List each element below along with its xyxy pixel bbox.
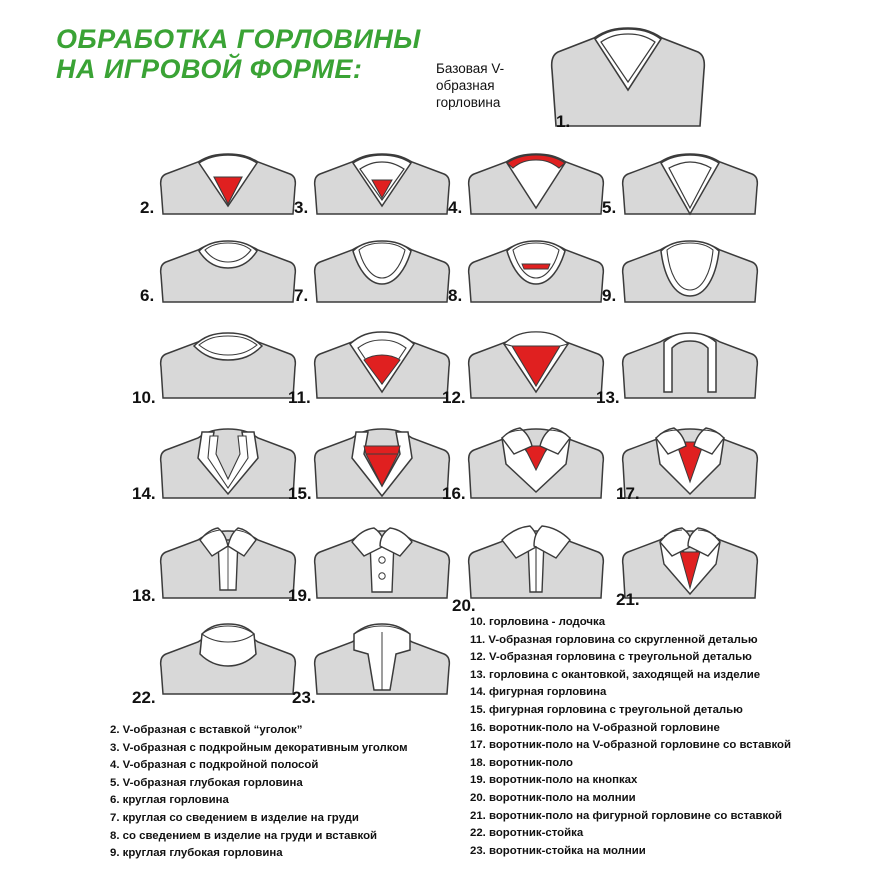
legend-left xyxy=(110,722,470,863)
figure-number-2: 2. xyxy=(140,198,155,217)
figure-number-10: 10. xyxy=(132,388,156,407)
figure-number-22: 22. xyxy=(132,688,156,707)
legend-item-23: 23. воротник-стойка на молнии xyxy=(470,844,646,857)
page-title-line1: ОБРАБОТКА ГОРЛОВИНЫ xyxy=(56,24,421,54)
figure-3 xyxy=(312,150,452,218)
page-title-line2: НА ИГРОВОЙ ФОРМЕ: xyxy=(56,54,363,84)
figure-number-13: 13. xyxy=(596,388,620,407)
legend-item-22: 22. воротник-стойка xyxy=(470,827,584,840)
figure-14 xyxy=(158,424,298,502)
figure-12 xyxy=(466,330,606,402)
figure-number-5: 5. xyxy=(602,198,617,217)
legend-item-15: 15. фигурная горловина с треугольной деталью xyxy=(470,703,743,716)
legend-item-10: 10. горловина - лодочка xyxy=(470,616,606,628)
figure-22 xyxy=(158,620,298,698)
figure-number-11: 11. xyxy=(288,388,311,407)
figure-number-12: 12. xyxy=(442,388,466,407)
figure-13 xyxy=(620,330,760,402)
figure-18 xyxy=(158,524,298,602)
legend-item-20: 20. воротник-поло на молнии xyxy=(470,791,636,804)
figure-11 xyxy=(312,330,452,402)
base-neckline-label: Базовая V-образная горловина xyxy=(436,61,505,110)
figure-19 xyxy=(312,524,452,602)
figure-number-16: 16. xyxy=(442,484,466,503)
figure-16 xyxy=(466,424,606,502)
figure-20 xyxy=(466,524,606,602)
legend-item-6: 6. круглая горловина xyxy=(110,794,229,807)
figure-17 xyxy=(620,424,760,502)
figure-number-1: 1. xyxy=(556,112,571,131)
figure-number-23: 23. xyxy=(292,688,316,707)
legend-right xyxy=(470,614,870,860)
legend-item-21: 21. воротник-поло на фигурной горловине со вставкой xyxy=(470,809,782,822)
figure-number-8: 8. xyxy=(448,286,463,305)
legend-item-14: 14. фигурная горловина xyxy=(470,686,607,699)
legend-item-9: 9. круглая глубокая горловина xyxy=(110,847,283,860)
legend-item-2: 2. V-образная с вставкой “уголок” xyxy=(110,724,303,736)
legend-item-3: 3. V-образная с подкройным декоративным уголком xyxy=(110,741,408,754)
legend-item-5: 5. V-образная глубокая горловина xyxy=(110,776,303,789)
figure-number-6: 6. xyxy=(140,286,155,305)
figure-21 xyxy=(620,524,760,602)
figure-number-7: 7. xyxy=(294,286,309,305)
figure-8 xyxy=(466,238,606,306)
figure-23 xyxy=(312,620,452,698)
figure-6 xyxy=(158,238,298,306)
legend-item-18: 18. воротник-поло xyxy=(470,756,573,769)
legend-item-8: 8. со сведением в изделие на груди и вставкой xyxy=(110,829,378,842)
figure-10 xyxy=(158,330,298,402)
figure-number-3: 3. xyxy=(294,198,309,217)
legend-item-4: 4. V-образная с подкройной полосой xyxy=(110,759,319,772)
figure-number-4: 4. xyxy=(448,198,463,217)
legend-item-11: 11. V-образная горловина со скругленной деталью xyxy=(470,633,758,646)
legend-item-17: 17. воротник-поло на V-образной горловине со вставкой xyxy=(470,739,791,752)
figure-4 xyxy=(466,150,606,218)
figure-15 xyxy=(312,424,452,502)
page-title xyxy=(56,24,456,84)
figure-1 xyxy=(548,22,708,132)
figure-number-21: 21. xyxy=(616,590,640,609)
figure-number-14: 14. xyxy=(132,484,156,503)
figure-9 xyxy=(620,238,760,306)
figure-7 xyxy=(312,238,452,306)
figure-number-19: 19. xyxy=(288,586,312,605)
legend-item-19: 19. воротник-поло на кнопках xyxy=(470,774,638,787)
figure-5 xyxy=(620,150,760,218)
figure-number-15: 15. xyxy=(288,484,312,503)
legend-item-7: 7. круглая со сведением в изделие на груди xyxy=(110,811,359,824)
figure-number-17: 17. xyxy=(616,484,640,503)
figure-number-20: 20. xyxy=(452,596,476,615)
legend-item-13: 13. горловина с окантовкой, заходящей на изделие xyxy=(470,668,761,681)
legend-item-12: 12. V-образная горловина с треугольной деталью xyxy=(470,651,752,664)
figure-2 xyxy=(158,150,298,218)
figure-number-18: 18. xyxy=(132,586,156,605)
figure-number-9: 9. xyxy=(602,286,617,305)
legend-item-16: 16. воротник-поло на V-образной горловине xyxy=(470,721,720,734)
